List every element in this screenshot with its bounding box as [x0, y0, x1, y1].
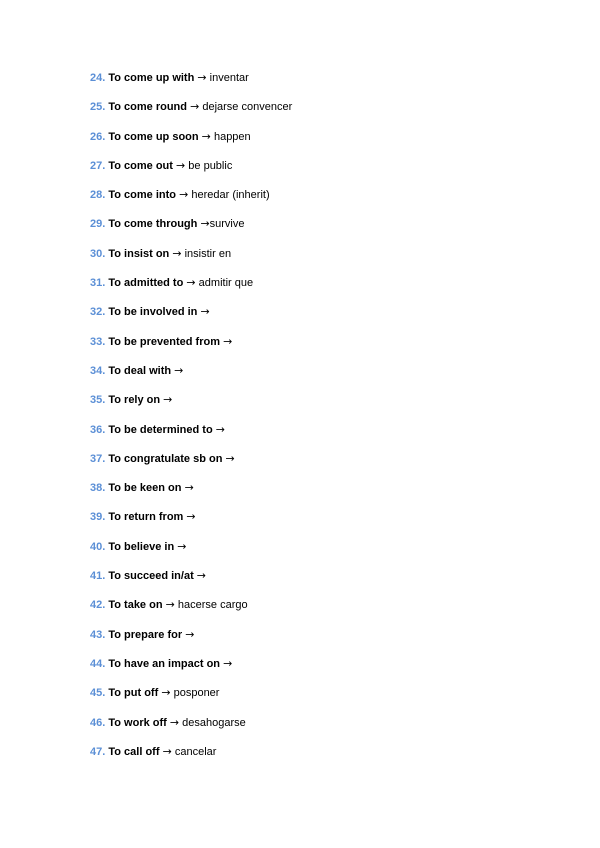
- phrasal-verb: To believe in: [108, 540, 175, 553]
- item-number: 28.: [90, 189, 106, 202]
- phrasal-verb: To be determined to: [108, 423, 213, 436]
- item-number: 38.: [90, 482, 106, 495]
- arrow-icon: →: [172, 246, 182, 260]
- list-item: [90, 628, 292, 657]
- phrasal-verb: To succeed in/at: [108, 570, 194, 583]
- arrow-icon: →: [186, 510, 196, 524]
- list-item: [90, 100, 292, 129]
- item-number: 36.: [90, 423, 106, 436]
- phrasal-verb: To come up with: [108, 72, 195, 84]
- list-item: [90, 540, 292, 569]
- phrasal-verb: To come out: [108, 159, 173, 172]
- item-number: 41.: [90, 570, 106, 583]
- arrow-icon: →: [163, 393, 173, 407]
- list-item: [90, 188, 292, 217]
- phrasal-verb: To deal with: [108, 364, 172, 377]
- phrasal-verb: To have an impact on: [108, 657, 221, 670]
- phrasal-verb: To return from: [108, 511, 184, 524]
- translation: be public: [188, 159, 233, 172]
- item-number: 30.: [90, 247, 106, 260]
- list-item: [90, 130, 292, 159]
- item-number: 27.: [90, 159, 106, 172]
- arrow-icon: →: [165, 598, 175, 612]
- list-item: [90, 159, 292, 188]
- phrasal-verb: To take on: [108, 599, 163, 612]
- item-number: 45.: [90, 687, 106, 700]
- item-number: 46.: [90, 716, 106, 729]
- list-item: [90, 71, 292, 100]
- arrow-icon: →: [186, 276, 196, 290]
- arrow-icon: →: [223, 656, 233, 670]
- arrow-icon: →: [196, 569, 207, 583]
- list-item: [90, 364, 292, 393]
- translation: desahogarse: [182, 716, 246, 729]
- list-item: [90, 569, 292, 598]
- arrow-icon: →: [169, 715, 180, 729]
- arrow-icon: →: [161, 686, 171, 700]
- translation: cancelar: [174, 745, 217, 758]
- translation: inventar: [209, 72, 249, 84]
- phrasal-verb: To rely on: [108, 394, 161, 407]
- phrasal-verb: To be prevented from: [108, 335, 221, 348]
- list-item: [90, 657, 292, 686]
- item-number: 34.: [90, 364, 106, 377]
- item-number: 44.: [90, 657, 106, 670]
- arrow-icon: →: [200, 217, 210, 231]
- translation: admitir que: [198, 277, 254, 290]
- arrow-icon: →: [215, 422, 225, 436]
- list-item: [90, 452, 292, 481]
- arrow-icon: →: [201, 129, 211, 143]
- arrow-icon: →: [223, 334, 233, 348]
- list-item: [90, 598, 292, 627]
- arrow-icon: →: [174, 363, 184, 377]
- item-number: 40.: [90, 540, 106, 553]
- item-number: 37.: [90, 452, 106, 465]
- list-item: [90, 510, 292, 539]
- arrow-icon: →: [179, 188, 189, 202]
- phrasal-verb: To put off: [108, 687, 159, 700]
- item-number: 25.: [90, 101, 106, 114]
- phrasal-verb: To come into: [108, 189, 176, 202]
- list-item: [90, 393, 292, 422]
- translation: insistir en: [184, 247, 232, 260]
- translation: heredar (inherit): [191, 189, 270, 202]
- phrasal-verb: To congratulate sb on: [108, 452, 223, 465]
- phrasal-verb: To prepare for: [108, 628, 183, 641]
- arrow-icon: →: [200, 305, 210, 319]
- translation: survive: [209, 218, 245, 231]
- list-item: [90, 276, 292, 305]
- item-number: 24.: [90, 72, 106, 84]
- item-number: 47.: [90, 745, 106, 758]
- list-item: [90, 335, 292, 364]
- phrasal-verb: To be involved in: [108, 306, 198, 319]
- translation: dejarse convencer: [202, 101, 293, 114]
- item-number: 32.: [90, 306, 106, 319]
- arrow-icon: →: [184, 481, 194, 495]
- list-item: [90, 247, 292, 276]
- translation: hacerse cargo: [177, 599, 248, 612]
- phrasal-verb: To call off: [108, 745, 160, 758]
- translation: posponer: [173, 687, 220, 700]
- item-number: 43.: [90, 628, 106, 641]
- translation: happen: [213, 130, 251, 143]
- arrow-icon: →: [162, 744, 172, 758]
- phrasal-verb-list: [90, 71, 292, 774]
- arrow-icon: →: [225, 451, 235, 465]
- arrow-icon: →: [177, 539, 187, 553]
- arrow-icon: →: [197, 71, 207, 84]
- phrasal-verb: To admitted to: [108, 277, 184, 290]
- phrasal-verb: To work off: [108, 716, 167, 729]
- phrasal-verb: To be keen on: [108, 482, 182, 495]
- item-number: 33.: [90, 335, 106, 348]
- arrow-icon: →: [190, 100, 200, 114]
- arrow-icon: →: [176, 158, 186, 172]
- list-item: [90, 423, 292, 452]
- list-item: [90, 305, 292, 334]
- phrasal-verb: To come through: [108, 218, 198, 231]
- list-item: [90, 716, 292, 745]
- list-item: [90, 217, 292, 246]
- list-item: [90, 686, 292, 715]
- item-number: 26.: [90, 130, 106, 143]
- item-number: 35.: [90, 394, 106, 407]
- item-number: 31.: [90, 277, 106, 290]
- phrasal-verb: To come round: [108, 101, 187, 114]
- phrasal-verb: To come up soon: [108, 130, 199, 143]
- item-number: 39.: [90, 511, 106, 524]
- list-item: [90, 745, 292, 774]
- arrow-icon: →: [185, 627, 195, 641]
- phrasal-verb: To insist on: [108, 247, 170, 260]
- item-number: 42.: [90, 599, 106, 612]
- item-number: 29.: [90, 218, 106, 231]
- list-item: [90, 481, 292, 510]
